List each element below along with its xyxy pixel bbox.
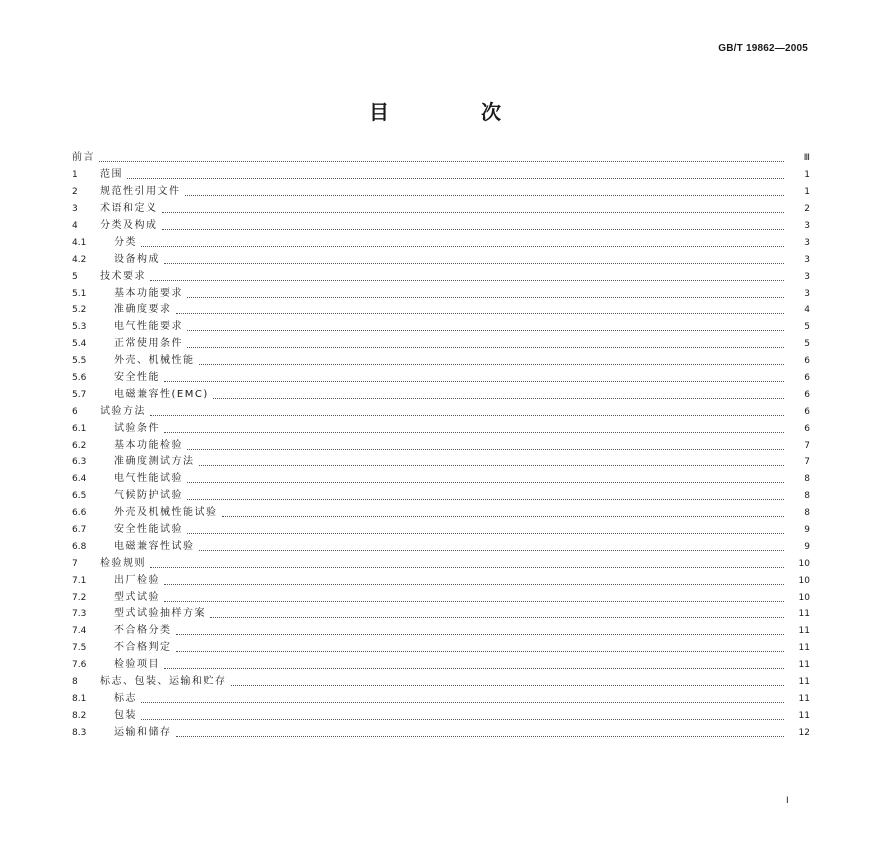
- toc-entry-number: 7: [72, 558, 78, 569]
- toc-entry: [72, 691, 810, 708]
- toc-entry: [72, 403, 810, 420]
- toc-entry-label: 正常使用条件: [114, 338, 183, 350]
- toc-entry-number: 3: [72, 204, 78, 215]
- toc-entry-number: 5.7: [72, 389, 87, 400]
- toc-entry-page: 5: [804, 339, 810, 350]
- toc-entry-label: 标志、包装、运输和贮存: [100, 676, 227, 688]
- toc-entry-number: 7.2: [72, 592, 87, 603]
- toc-entry-page: 10: [798, 592, 810, 603]
- toc-entry-number: 6.3: [72, 457, 87, 468]
- toc-entry: [72, 488, 810, 505]
- page-number: Ⅰ: [786, 796, 789, 806]
- toc-entry-page: 1: [804, 187, 810, 198]
- toc-entry-page: 4: [804, 305, 810, 316]
- toc-entry-page: 9: [804, 541, 810, 552]
- toc-dot-leader: [164, 583, 784, 585]
- toc-entry-number: 2: [72, 187, 78, 198]
- toc-entry-page: 11: [798, 693, 810, 704]
- toc-dot-leader: [187, 498, 784, 500]
- toc-entry-label: 基本功能检验: [114, 439, 183, 451]
- toc-entry-number: 4: [72, 221, 78, 231]
- toc-entry-label: 分类: [114, 236, 137, 248]
- toc-entry: [72, 522, 810, 539]
- toc-entry-number: 4.1: [72, 237, 87, 248]
- toc-entry-label: 不合格判定: [114, 642, 172, 654]
- toc-entry-label: 电磁兼容性试验: [114, 540, 195, 552]
- toc-entry: [72, 657, 810, 674]
- toc-dot-leader: [150, 414, 784, 416]
- toc-dot-leader: [164, 600, 784, 602]
- toc-entry-number: 5.4: [72, 339, 87, 350]
- toc-entry-page: Ⅲ: [803, 153, 810, 164]
- toc-entry-number: 7.4: [72, 626, 87, 637]
- toc-dot-leader: [127, 177, 784, 179]
- toc-entry-label: 技术要求: [100, 270, 146, 282]
- toc-entry-number: 6.2: [72, 440, 87, 451]
- toc-entry-page: 6: [804, 356, 810, 367]
- toc-dot-leader: [222, 515, 785, 517]
- toc-entry: [72, 353, 810, 370]
- toc-entry: [72, 285, 810, 302]
- toc-entry-label: 术语和定义: [100, 203, 158, 215]
- toc-dot-leader: [141, 718, 784, 720]
- toc-dot-leader: [187, 481, 784, 483]
- toc-dot-leader: [199, 549, 785, 551]
- toc-entry-label: 检验项目: [114, 659, 160, 671]
- toc-entry-number: 6.5: [72, 491, 87, 502]
- toc-entry-number: 5.3: [72, 322, 87, 333]
- toc-dot-leader: [187, 448, 784, 450]
- toc-entry-number: 8.1: [72, 693, 87, 704]
- toc-dot-leader: [187, 346, 784, 348]
- toc-entry: [72, 674, 810, 691]
- toc-entry-number: 5: [72, 271, 78, 282]
- toc-entry-label: 包装: [114, 709, 137, 721]
- toc-dot-leader: [162, 228, 785, 230]
- toc-entry-number: 7.3: [72, 609, 87, 620]
- toc-entry-page: 11: [798, 643, 810, 654]
- toc-entry: [72, 319, 810, 336]
- toc-entry-label: 标志: [114, 692, 137, 704]
- toc-dot-leader: [199, 363, 785, 365]
- toc-entry-label: 型式试验: [114, 591, 160, 603]
- toc-entry-number: 1: [72, 170, 78, 181]
- toc-entry: [72, 623, 810, 640]
- toc-dot-leader: [199, 464, 785, 466]
- toc-entry-page: 6: [804, 389, 810, 400]
- toc-entry-page: 3: [804, 221, 810, 231]
- toc-entry: [72, 538, 810, 555]
- toc-entry-number: 6.8: [72, 541, 87, 552]
- toc-entry-label: 安全性能试验: [114, 524, 183, 536]
- toc-entry-label: 型式试验抽样方案: [114, 608, 206, 620]
- toc-entry-label: 准确度测试方法: [114, 456, 195, 468]
- toc-entry-page: 7: [804, 457, 810, 468]
- toc-entry-number: 6.6: [72, 508, 87, 519]
- toc-entry-number: 5.2: [72, 305, 87, 316]
- page-title: 目 次: [369, 100, 537, 124]
- toc-entry-label: 气候防护试验: [114, 490, 183, 502]
- toc-entry-number: 8.2: [72, 710, 87, 721]
- toc-entry-page: 11: [798, 660, 810, 671]
- toc-entry: [72, 251, 810, 268]
- toc-entry-label: 设备构成: [114, 253, 160, 265]
- toc-entry: [72, 707, 810, 724]
- toc-entry: [72, 606, 810, 623]
- toc-dot-leader: [162, 211, 785, 213]
- toc-entry-page: 11: [798, 677, 810, 688]
- toc-entry-label: 规范性引用文件: [100, 186, 181, 198]
- toc-entry: [72, 454, 810, 471]
- toc-entry-page: 1: [804, 170, 810, 181]
- toc-entry-label: 出厂检验: [114, 574, 160, 586]
- toc-entry-number: 5.5: [72, 356, 87, 367]
- toc-entry: [72, 505, 810, 522]
- toc-entry-page: 5: [804, 322, 810, 333]
- toc-dot-leader: [164, 380, 784, 382]
- toc-entry: [72, 420, 810, 437]
- toc-entry-number: 5.1: [72, 288, 87, 299]
- toc-entry: [72, 268, 810, 285]
- toc-entry: [72, 167, 810, 184]
- toc-entry-label: 电磁兼容性(EMC): [114, 388, 209, 400]
- standard-code: GB/T 19862—2005: [718, 43, 808, 54]
- toc-entry-number: 前言: [72, 152, 95, 164]
- toc-entry-page: 3: [804, 237, 810, 248]
- toc-entry-page: 2: [804, 204, 810, 215]
- toc-entry-label: 分类及构成: [100, 220, 158, 231]
- toc-entry-page: 3: [804, 288, 810, 299]
- toc-entry-number: 7.1: [72, 575, 87, 586]
- toc-entry: [72, 572, 810, 589]
- toc-entry: [72, 302, 810, 319]
- toc-entry: [72, 336, 810, 353]
- toc-entry: [72, 589, 810, 606]
- toc-entry-number: 6.4: [72, 474, 87, 485]
- toc-entry-label: 试验条件: [114, 422, 160, 434]
- toc-entry-page: 6: [804, 373, 810, 384]
- toc-dot-leader: [176, 650, 785, 652]
- toc-dot-leader: [164, 667, 784, 669]
- toc-entry: [72, 218, 810, 235]
- toc-entry-number: 4.2: [72, 254, 87, 265]
- toc-entry-page: 7: [804, 440, 810, 451]
- toc-dot-leader: [176, 312, 785, 314]
- toc-entry-page: 10: [798, 558, 810, 569]
- toc-entry-number: 8: [72, 677, 78, 688]
- toc-entry-page: 8: [804, 491, 810, 502]
- toc-dot-leader: [187, 532, 784, 534]
- toc-entry: [72, 437, 810, 454]
- toc-entry: [72, 150, 810, 167]
- toc-entry-page: 11: [798, 626, 810, 637]
- toc-entry: [72, 555, 810, 572]
- toc-entry: [72, 640, 810, 657]
- toc-dot-leader: [150, 566, 784, 568]
- toc-entry-page: 11: [798, 710, 810, 721]
- toc-entry-number: 7.6: [72, 660, 87, 671]
- toc-dot-leader: [213, 397, 784, 399]
- toc-entry-page: 9: [804, 525, 810, 536]
- toc-entry-page: 11: [798, 609, 810, 620]
- toc-entry-number: 6.1: [72, 423, 87, 434]
- toc-dot-leader: [231, 684, 785, 686]
- toc-entry: [72, 370, 810, 387]
- toc-entry-label: 运输和储存: [114, 726, 172, 738]
- toc-dot-leader: [150, 279, 784, 281]
- toc-dot-leader: [141, 701, 784, 703]
- toc-entry-page: 8: [804, 474, 810, 485]
- toc-entry-page: 3: [804, 254, 810, 265]
- toc-dot-leader: [176, 735, 785, 737]
- toc-entry-number: 8.3: [72, 727, 87, 738]
- toc-dot-leader: [141, 245, 784, 247]
- toc-entry-number: 5.6: [72, 373, 87, 384]
- toc-entry: [72, 201, 810, 218]
- toc-entry: [72, 184, 810, 201]
- toc-entry-number: 6.7: [72, 525, 87, 536]
- toc-dot-leader: [185, 194, 785, 196]
- toc-dot-leader: [164, 262, 784, 264]
- toc-entry-label: 不合格分类: [114, 625, 172, 637]
- toc-dot-leader: [187, 329, 784, 331]
- toc-entry-page: 10: [798, 575, 810, 586]
- toc-entry-label: 准确度要求: [114, 304, 172, 316]
- toc-dot-leader: [99, 160, 784, 162]
- toc-dot-leader: [210, 616, 784, 618]
- toc-entry-label: 试验方法: [100, 405, 146, 417]
- toc-entry-number: 7.5: [72, 643, 87, 654]
- toc-entry-page: 3: [804, 271, 810, 282]
- toc-entry-number: 6: [72, 406, 78, 417]
- toc-entry-page: 6: [804, 423, 810, 434]
- toc-entry-page: 12: [798, 727, 810, 738]
- toc-entry-label: 电气性能试验: [114, 473, 183, 485]
- toc-entry-label: 基本功能要求: [114, 287, 183, 299]
- toc-entry: [72, 471, 810, 488]
- toc-dot-leader: [164, 431, 784, 433]
- toc-entry-label: 范围: [100, 169, 123, 181]
- toc-entry-label: 外壳、机械性能: [114, 355, 195, 367]
- toc-entry-label: 外壳及机械性能试验: [114, 507, 218, 519]
- toc-dot-leader: [176, 633, 785, 635]
- table-of-contents: [72, 150, 810, 741]
- toc-entry-label: 安全性能: [114, 372, 160, 384]
- toc-dot-leader: [187, 296, 784, 298]
- toc-entry: [72, 724, 810, 741]
- toc-entry-page: 6: [804, 406, 810, 417]
- toc-entry-page: 8: [804, 508, 810, 519]
- toc-entry-label: 检验规则: [100, 557, 146, 569]
- toc-entry-label: 电气性能要求: [114, 321, 183, 333]
- toc-entry: [72, 234, 810, 251]
- toc-entry: [72, 386, 810, 403]
